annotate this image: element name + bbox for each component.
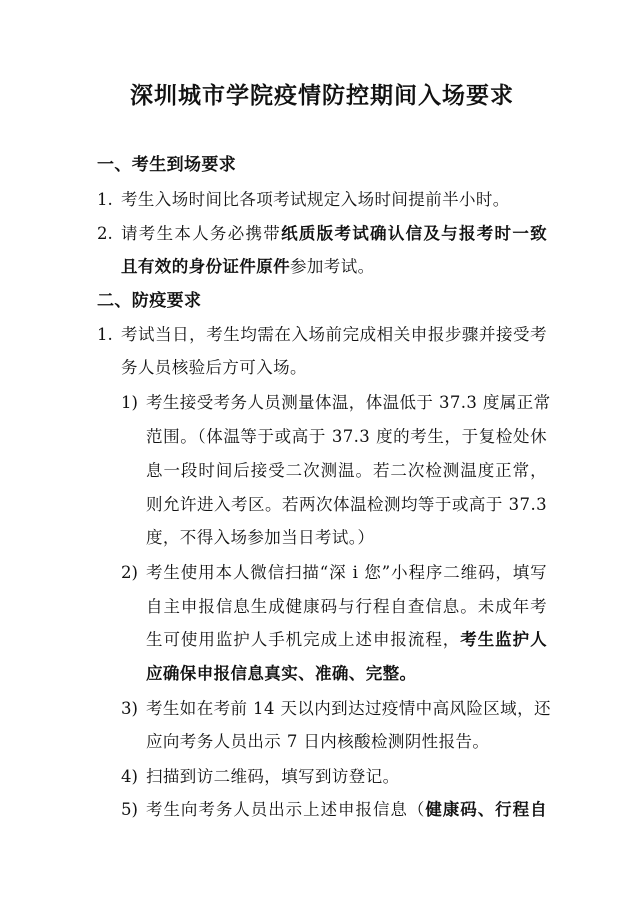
subitem-number: 2) xyxy=(121,563,138,582)
item-number: 1. xyxy=(97,190,113,209)
item-number: 1. xyxy=(97,325,113,344)
item-text: 务人员核验后方可入场。 xyxy=(121,358,307,377)
item-number: 2. xyxy=(97,224,113,243)
item-text: 考生入场时间比各项考试规定入场时间提前半小时。 xyxy=(121,190,510,209)
subitem-text: 考生使用本人微信扫描“深 i 您”小程序二维码，填写 xyxy=(146,563,547,582)
subitem-text: 应向考务人员出示 7 日内核酸检测阴性报告。 xyxy=(146,732,490,751)
subitem-text: 扫描到访二维码，填写到访登记。 xyxy=(146,767,400,786)
subitem-text: 生可使用监护人手机完成上述申报流程，考生监护人 xyxy=(146,630,548,649)
section-heading-arrival: 一、考生到场要求 xyxy=(97,155,237,175)
subitem-text: 度，不得入场参加当日考试。） xyxy=(146,528,375,547)
section-heading-prevention: 二、防疫要求 xyxy=(97,291,202,311)
subitem-text: 考生向考务人员出示上述申报信息（健康码、行程自 xyxy=(146,800,547,819)
item-text: 请考生本人务必携带纸质版考试确认信及与报考时一致 xyxy=(121,224,548,243)
subitem-number: 5) xyxy=(121,800,138,819)
subitem-text: 应确保申报信息真实、准确、完整。 xyxy=(146,664,417,683)
subitem-number: 4) xyxy=(121,767,138,786)
subitem-text: 自主申报信息生成健康码与行程自查信息。未成年考 xyxy=(146,597,547,616)
subitem-number: 3) xyxy=(121,699,138,718)
page-title: 深圳城市学院疫情防控期间入场要求 xyxy=(130,83,514,109)
subitem-number: 1) xyxy=(121,393,138,412)
item-text: 且有效的身份证件原件参加考试。 xyxy=(121,257,375,276)
subitem-text: 息一段时间后接受二次测温。若二次检测温度正常， xyxy=(146,461,547,480)
subitem-text: 考生如在考前 14 天以内到达过疫情中高风险区域，还 xyxy=(146,699,551,718)
subitem-text: 考生接受考务人员测量体温，体温低于 37.3 度属正常 xyxy=(146,393,551,412)
subitem-text: 则允许进入考区。若两次体温检测均等于或高于 37.3 xyxy=(146,495,547,514)
item-text: 考试当日，考生均需在入场前完成相关申报步骤并接受考 xyxy=(121,325,547,344)
subitem-text: 范围。（体温等于或高于 37.3 度的考生，于复检处休 xyxy=(146,427,547,446)
